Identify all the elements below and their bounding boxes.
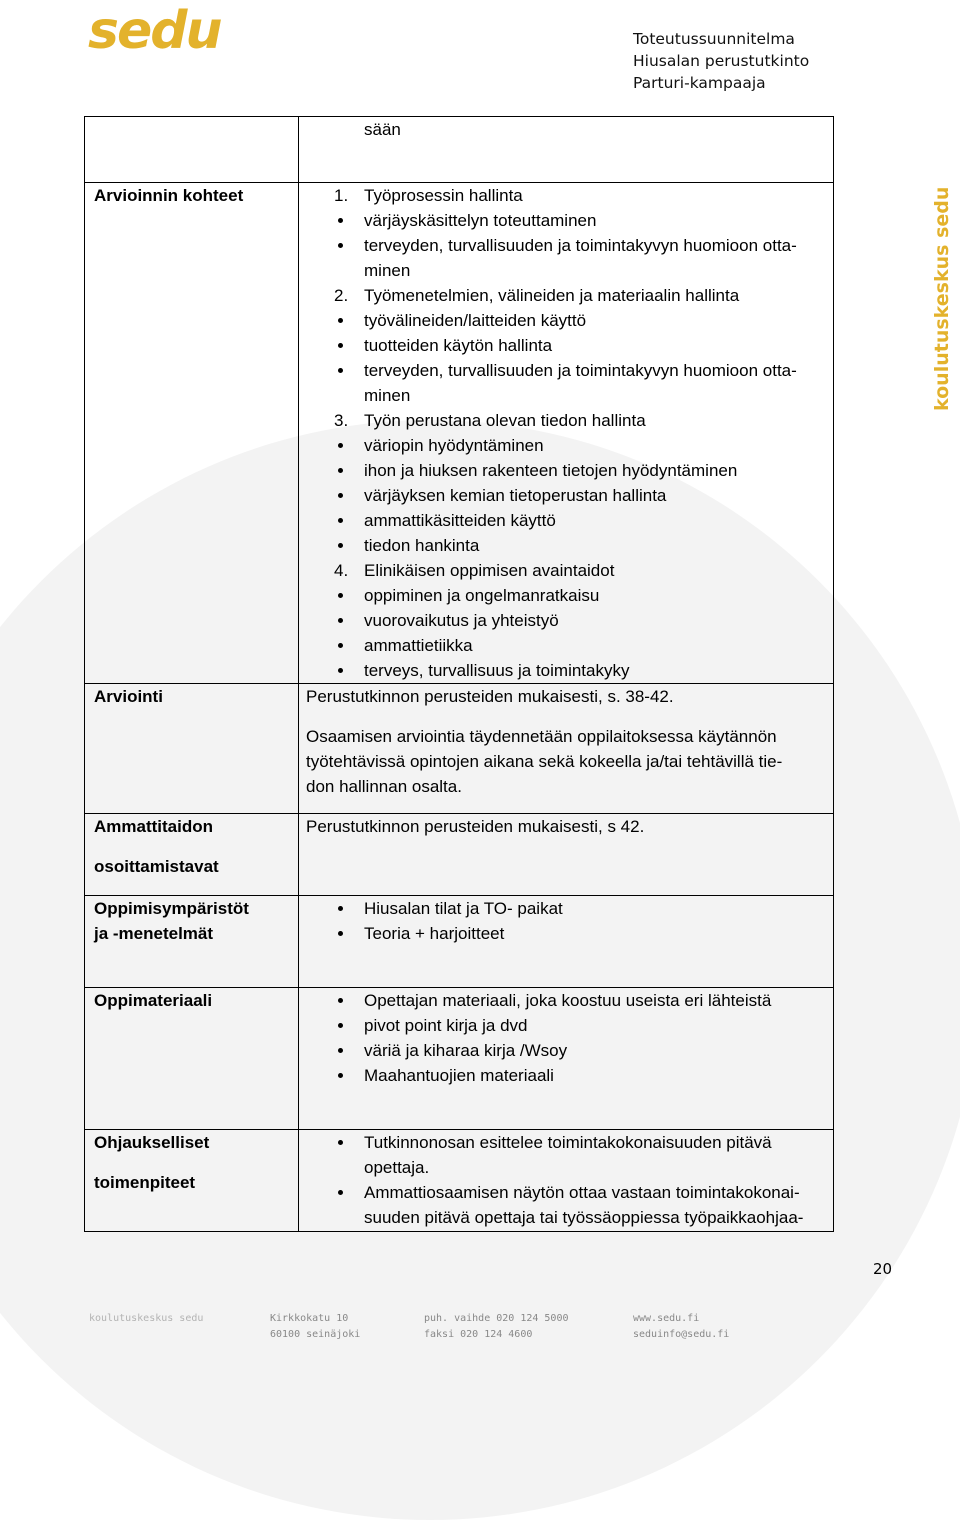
item-number: 2. (334, 286, 349, 305)
bullet-item (306, 333, 833, 358)
bullet-icon (338, 1140, 343, 1145)
bullet-item (306, 1038, 833, 1063)
item-text: opettaja. (364, 1158, 430, 1177)
label-cell (85, 988, 299, 1130)
bullet-item (306, 658, 833, 683)
bullet-item (306, 533, 833, 558)
item-text: ammattikäsitteiden käyttö (364, 511, 556, 530)
guidance-list (306, 1130, 833, 1230)
bullet-icon (338, 493, 343, 498)
header-degree: Hiusalan perustutkinto (633, 52, 810, 70)
bullet-item (306, 233, 833, 258)
item-text: suuden pitävä opettaja tai työssäoppiessa työpaikkaohjaa- (364, 1208, 804, 1227)
bullet-icon (338, 593, 343, 598)
table-row (85, 684, 834, 814)
item-text: oppiminen ja ongelmanratkaisu (364, 586, 600, 605)
numbered-heading (306, 558, 833, 583)
continuation-line (306, 258, 833, 283)
paragraph: Perustutkinnon perusteiden mukaisesti, s. 38-42. (306, 687, 674, 706)
paragraph-line: don hallinnan osalta. (306, 777, 462, 796)
item-text: työvälineiden/laitteiden käyttö (364, 311, 587, 330)
continuation-line (306, 383, 833, 408)
bullet-item (306, 896, 833, 921)
bullet-icon (338, 998, 343, 1003)
bullet-item (306, 633, 833, 658)
item-number: 1. (334, 186, 349, 205)
bullet-item (306, 483, 833, 508)
item-text: Opettajan materiaali, joka koostuu useista eri lähteistä (364, 991, 772, 1010)
item-text: Työn perustana olevan tiedon hallinta (364, 411, 646, 430)
item-text: Maahantuojien materiaali (364, 1066, 554, 1085)
bullet-item (306, 583, 833, 608)
bullet-item (306, 988, 833, 1013)
assessment-targets-list (306, 183, 833, 683)
document-header (633, 28, 809, 94)
continuation-line (306, 1155, 833, 1180)
bullet-icon (338, 668, 343, 673)
label-cell (85, 684, 299, 814)
header-program: Parturi-kampaaja (633, 74, 766, 92)
bullet-item (306, 921, 833, 946)
numbered-heading (306, 283, 833, 308)
sedu-logo (88, 4, 238, 59)
item-text: terveyden, turvallisuuden ja toimintakyvyn huomioon otta- (364, 361, 797, 380)
row-label: ja -menetelmät (94, 924, 214, 943)
bullet-icon (338, 343, 343, 348)
item-text: minen (364, 386, 411, 405)
svg-text:sedu: sedu (88, 4, 221, 54)
paragraph-line: työtehtävissä opintojen aikana sekä kokeella ja/tai tehtävillä tie- (306, 752, 783, 771)
svg-text:koulutuskeskus sedu: koulutuskeskus sedu (931, 186, 953, 411)
item-text: Työprosessin hallinta (364, 186, 523, 205)
bullet-item (306, 1013, 833, 1038)
row-label: toimenpiteet (94, 1173, 196, 1192)
footer-phone: puh. vaihde 020 124 5000 faksi 020 124 4600 (424, 1313, 569, 1340)
row-label: Ohjaukselliset (94, 1133, 210, 1152)
side-brand-logo (928, 185, 954, 415)
label-cell (85, 183, 299, 684)
bullet-icon (338, 1190, 343, 1195)
curriculum-table (84, 116, 834, 1232)
value-cell (299, 988, 834, 1130)
item-number: 3. (334, 411, 349, 430)
bullet-item (306, 308, 833, 333)
bullet-icon (338, 931, 343, 936)
bullet-item (306, 608, 833, 633)
value-cell (299, 1130, 834, 1232)
table-row (85, 183, 834, 684)
row-label: Arviointi (94, 687, 163, 706)
item-text: tiedon hankinta (364, 536, 480, 555)
row-label: Oppimisympäristöt (94, 899, 249, 918)
row-label: Arvioinnin kohteet (94, 186, 244, 205)
value-cell (299, 117, 834, 183)
table-row (85, 814, 834, 896)
item-text: terveyden, turvallisuuden ja toimintakyvyn huomioon otta- (364, 236, 797, 255)
materials-list (306, 988, 833, 1088)
row-label: Ammattitaidon (94, 817, 213, 836)
bullet-icon (338, 468, 343, 473)
item-text: väriä ja kiharaa kirja /Wsoy (364, 1041, 568, 1060)
item-number: 4. (334, 561, 349, 580)
numbered-heading (306, 183, 833, 208)
item-text: Ammattiosaamisen näytön ottaa vastaan toimintakokonai- (364, 1183, 800, 1202)
item-text: Elinikäisen oppimisen avaintaidot (364, 561, 615, 580)
item-text: Hiusalan tilat ja TO- paikat (364, 899, 563, 918)
paragraph: Perustutkinnon perusteiden mukaisesti, s 42. (306, 817, 645, 836)
item-text: terveys, turvallisuus ja toimintakyky (364, 661, 630, 680)
row-label: osoittamistavat (94, 857, 219, 876)
item-text: pivot point kirja ja dvd (364, 1016, 528, 1035)
bullet-item (306, 1180, 833, 1205)
item-text: värjäyksen kemian tietoperustan hallinta (364, 486, 667, 505)
learning-environments-list (306, 896, 833, 946)
bullet-icon (338, 443, 343, 448)
bullet-icon (338, 318, 343, 323)
bullet-icon (338, 218, 343, 223)
paragraph-line: Osaamisen arviointia täydennetään oppilaitoksessa käytännön (306, 727, 777, 746)
value-cell (299, 896, 834, 988)
value-cell (299, 684, 834, 814)
item-text: tuotteiden käytön hallinta (364, 336, 553, 355)
item-text: ammattietiikka (364, 636, 473, 655)
table-row (85, 896, 834, 988)
bullet-icon (338, 1048, 343, 1053)
bullet-item (306, 1130, 833, 1155)
footer-brand: koulutuskeskus sedu (89, 1313, 204, 1324)
item-text: minen (364, 261, 411, 280)
continuation-line (306, 1205, 833, 1230)
row-label: Oppimateriaali (94, 991, 213, 1010)
bullet-icon (338, 906, 343, 911)
item-text: vuorovaikutus ja yhteistyö (364, 611, 559, 630)
bullet-item (306, 1063, 833, 1088)
item-text: Tutkinnonosan esittelee toimintakokonaisuuden pitävä (364, 1133, 772, 1152)
bullet-icon (338, 243, 343, 248)
bullet-icon (338, 368, 343, 373)
header-doc-type: Toteutussuunnitelma (633, 30, 795, 48)
item-text: ihon ja hiuksen rakenteen tietojen hyödyntäminen (364, 461, 738, 480)
table-row (85, 117, 834, 183)
bullet-item (306, 433, 833, 458)
label-cell (85, 896, 299, 988)
table-row (85, 988, 834, 1130)
bullet-icon (338, 618, 343, 623)
bullet-icon (338, 518, 343, 523)
footer-web: www.sedu.fi seduinfo@sedu.fi (633, 1313, 730, 1340)
bullet-item (306, 358, 833, 383)
item-text: värjäyskäsittelyn toteuttaminen (364, 211, 597, 230)
item-text: Teoria + harjoitteet (364, 924, 505, 943)
footer-address: Kirkkokatu 10 60100 seinäjoki (270, 1313, 361, 1340)
bullet-item (306, 458, 833, 483)
bullet-icon (338, 1023, 343, 1028)
table-row (85, 1130, 834, 1232)
value-cell (299, 183, 834, 684)
numbered-heading (306, 408, 833, 433)
bullet-item (306, 208, 833, 233)
label-cell (85, 117, 299, 183)
bullet-icon (338, 643, 343, 648)
item-text: väriopin hyödyntäminen (364, 436, 544, 455)
continuation-line: sään (364, 120, 401, 139)
value-cell (299, 814, 834, 896)
label-cell (85, 814, 299, 896)
bullet-icon (338, 543, 343, 548)
bullet-item (306, 508, 833, 533)
label-cell (85, 1130, 299, 1232)
bullet-icon (338, 1073, 343, 1078)
item-text: Työmenetelmien, välineiden ja materiaalin hallinta (364, 286, 740, 305)
page-number: 20 (873, 1260, 893, 1278)
